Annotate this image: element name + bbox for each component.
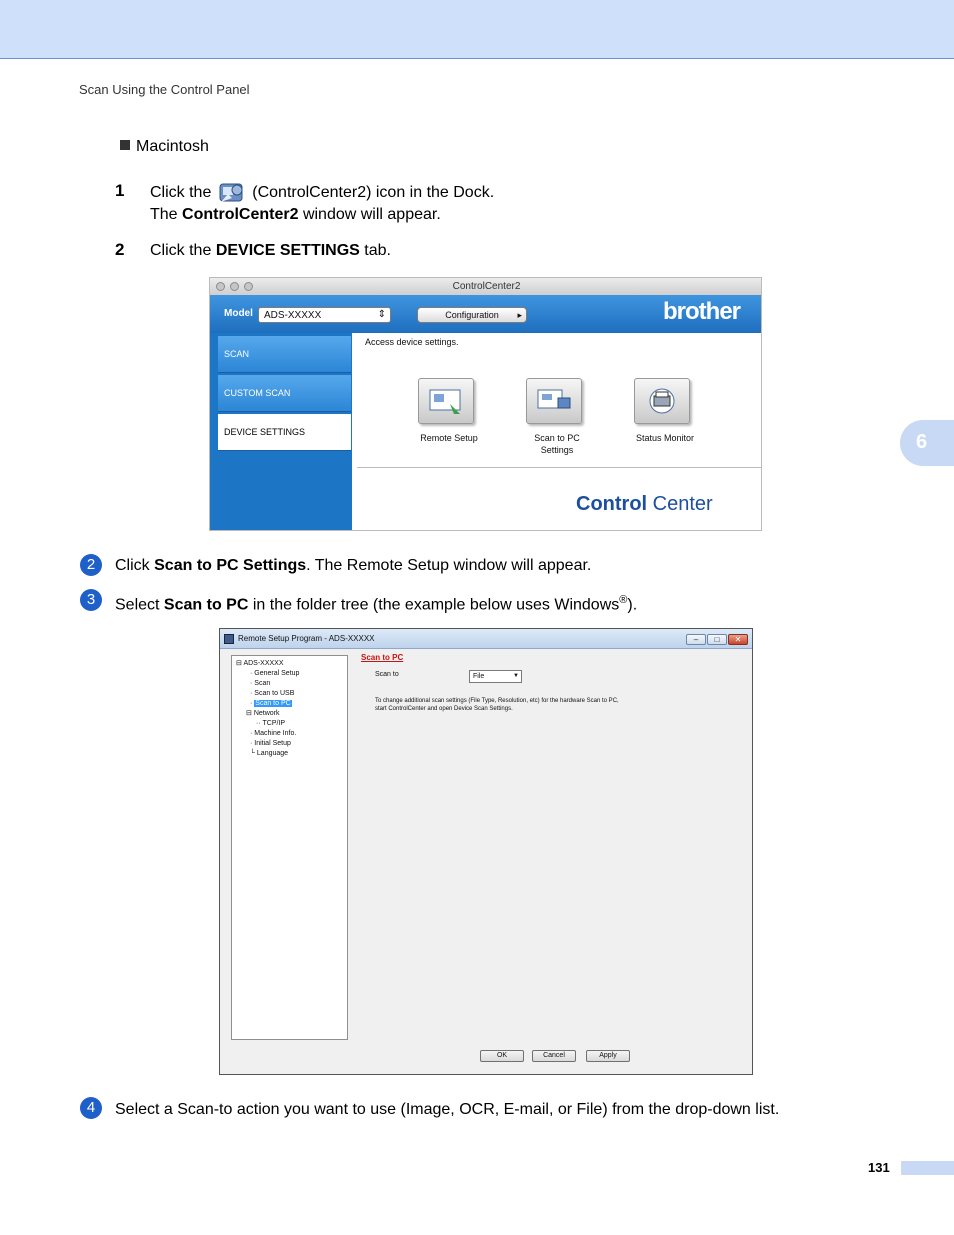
collapse-icon: ⊟	[246, 710, 254, 717]
tree-item-network[interactable]	[246, 709, 280, 719]
step-text: The	[150, 206, 178, 223]
sidebar-item-device-settings[interactable]: DEVICE SETTINGS	[218, 414, 351, 451]
step1-line2	[150, 203, 441, 226]
sidebar-item-custom-scan[interactable]: CUSTOM SCAN	[218, 375, 351, 412]
device-label: Scan to PC	[534, 433, 580, 443]
step-text: window will appear.	[302, 206, 441, 223]
tree-label: ADS-XXXXX	[243, 660, 284, 667]
tree-label: Initial Setup	[254, 740, 291, 747]
apply-button[interactable]: Apply	[586, 1050, 630, 1062]
ok-button[interactable]: OK	[480, 1050, 524, 1062]
bullet-label: Macintosh	[136, 138, 209, 155]
scan-to-pc-settings-label	[512, 432, 602, 456]
tree-item-language[interactable]: └ Language	[250, 750, 289, 757]
tree-item-initial-setup[interactable]: · Initial Setup	[250, 740, 291, 747]
tree-item-machine-info[interactable]: · Machine Info.	[250, 730, 297, 737]
step-circle-number: 4	[80, 1097, 102, 1119]
step-text: Select	[115, 596, 160, 614]
model-label: Model	[224, 308, 253, 319]
dropdown-value: File	[473, 673, 485, 680]
controlcenter2-window	[209, 277, 762, 531]
step1-line1	[150, 180, 494, 204]
remote-setup-window	[219, 628, 753, 1075]
logo-bold: Control	[576, 493, 648, 515]
page-header-band	[0, 0, 954, 59]
tree-item-scan[interactable]: · Scan	[250, 680, 271, 687]
scan-to-label: Scan to	[375, 671, 399, 678]
step-text: Click	[115, 557, 150, 574]
square-bullet-icon	[120, 140, 130, 150]
tree-item-tcpip[interactable]: ·· TCP/IP	[256, 720, 286, 727]
logo-light: Center	[652, 493, 713, 515]
minimize-icon[interactable]: –	[686, 634, 706, 645]
step-text: Click the	[150, 184, 212, 201]
zoom-dot-icon[interactable]	[244, 282, 253, 291]
window-title: ControlCenter2	[210, 278, 762, 296]
step-circle-number: 2	[80, 554, 102, 576]
toolbar	[210, 295, 762, 333]
collapse-icon: ⊟	[236, 660, 244, 667]
app-icon	[224, 634, 234, 644]
scan-to-dropdown[interactable]	[469, 670, 522, 683]
page-number: 131	[868, 1160, 890, 1175]
close-dot-icon[interactable]	[216, 282, 225, 291]
step-text: tab.	[364, 242, 391, 259]
brother-logo: brother	[663, 298, 740, 325]
sidebar-item-scan[interactable]: SCAN	[218, 336, 351, 373]
close-icon[interactable]: ✕	[728, 634, 748, 645]
step-bold-text: DEVICE SETTINGS	[215, 242, 360, 259]
step-bold-text: ControlCenter2	[182, 206, 299, 223]
tree-label: TCP/IP	[262, 720, 286, 727]
tree-label: General Setup	[254, 670, 300, 677]
device-label: Status Monitor	[635, 433, 695, 443]
stepper-icon: ⇕	[377, 309, 386, 320]
device-label: Settings	[540, 445, 574, 455]
tree-item-general-setup[interactable]: · General Setup	[250, 670, 300, 677]
sidebar	[210, 333, 352, 531]
scan-to-pc-settings-icon[interactable]	[526, 378, 582, 424]
step-bold-text: Scan to PC	[163, 596, 249, 614]
tree-label: Scan to USB	[254, 690, 295, 697]
maximize-icon[interactable]: □	[707, 634, 727, 645]
chapter-tab[interactable]: 6	[900, 420, 954, 466]
remote-setup-label	[404, 432, 494, 444]
step-text: Click the	[150, 242, 212, 259]
section-heading: Scan to PC	[361, 653, 404, 662]
step-circle-number: 3	[80, 589, 102, 611]
step-number: 2	[115, 240, 125, 259]
device-label: Remote Setup	[420, 433, 478, 443]
description-text: To change additional scan settings (File Type, Resolution, etc) for the hardware Scan to PC, start ControlCenter and open Device Scan Settings.	[375, 698, 619, 712]
tree-item-scan-to-pc[interactable]: · Scan to PC	[250, 700, 291, 707]
step-bold-text: Scan to PC Settings	[154, 557, 307, 574]
chevron-down-icon: ▼	[513, 673, 519, 679]
status-monitor-icon[interactable]	[634, 378, 690, 424]
folder-tree	[231, 655, 348, 1040]
registered-mark: ®	[619, 594, 628, 606]
remote-setup-icon[interactable]	[418, 378, 474, 424]
cancel-button[interactable]: Cancel	[532, 1050, 576, 1062]
divider	[357, 467, 762, 468]
step2-line	[150, 239, 391, 262]
tree-label: Language	[256, 750, 289, 757]
status-monitor-label	[620, 432, 710, 444]
tree-label: Scan	[254, 680, 271, 687]
triangle-right-icon: ▸	[517, 310, 522, 320]
page-number-bar	[901, 1161, 954, 1175]
step-c-line	[115, 589, 637, 616]
tree-label-selected: Scan to PC	[255, 700, 291, 707]
step-b-line	[115, 554, 591, 577]
model-select[interactable]	[258, 307, 391, 323]
step-number: 1	[115, 181, 125, 200]
tree-label: Network	[253, 710, 280, 717]
bullet-macintosh	[120, 138, 209, 156]
step-text: . The Remote Setup window will appear.	[306, 557, 592, 574]
step-text: in the folder tree (the example below uses Windows	[252, 596, 620, 614]
model-value: ADS-XXXXX	[264, 310, 322, 321]
step-d-line: Select a Scan-to action you want to use (Image, OCR, E-mail, or File) from the drop-down list.	[115, 1101, 780, 1118]
control-center-logo	[576, 493, 713, 516]
step-text: (ControlCenter2) icon in the Dock.	[252, 184, 495, 201]
minimize-dot-icon[interactable]	[230, 282, 239, 291]
configuration-label: Configuration	[445, 310, 499, 320]
tree-label: Machine Info.	[254, 730, 297, 737]
controlcenter2-icon	[218, 180, 246, 204]
tree-item-root[interactable]	[236, 659, 284, 669]
window-title: Remote Setup Program - ADS-XXXXX	[220, 629, 752, 649]
step-text: ).	[627, 596, 638, 614]
tree-item-scan-to-usb[interactable]: · Scan to USB	[250, 690, 295, 697]
access-text: Access device settings.	[365, 337, 459, 347]
running-head: Scan Using the Control Panel	[79, 82, 250, 97]
configuration-button[interactable]	[417, 307, 527, 323]
